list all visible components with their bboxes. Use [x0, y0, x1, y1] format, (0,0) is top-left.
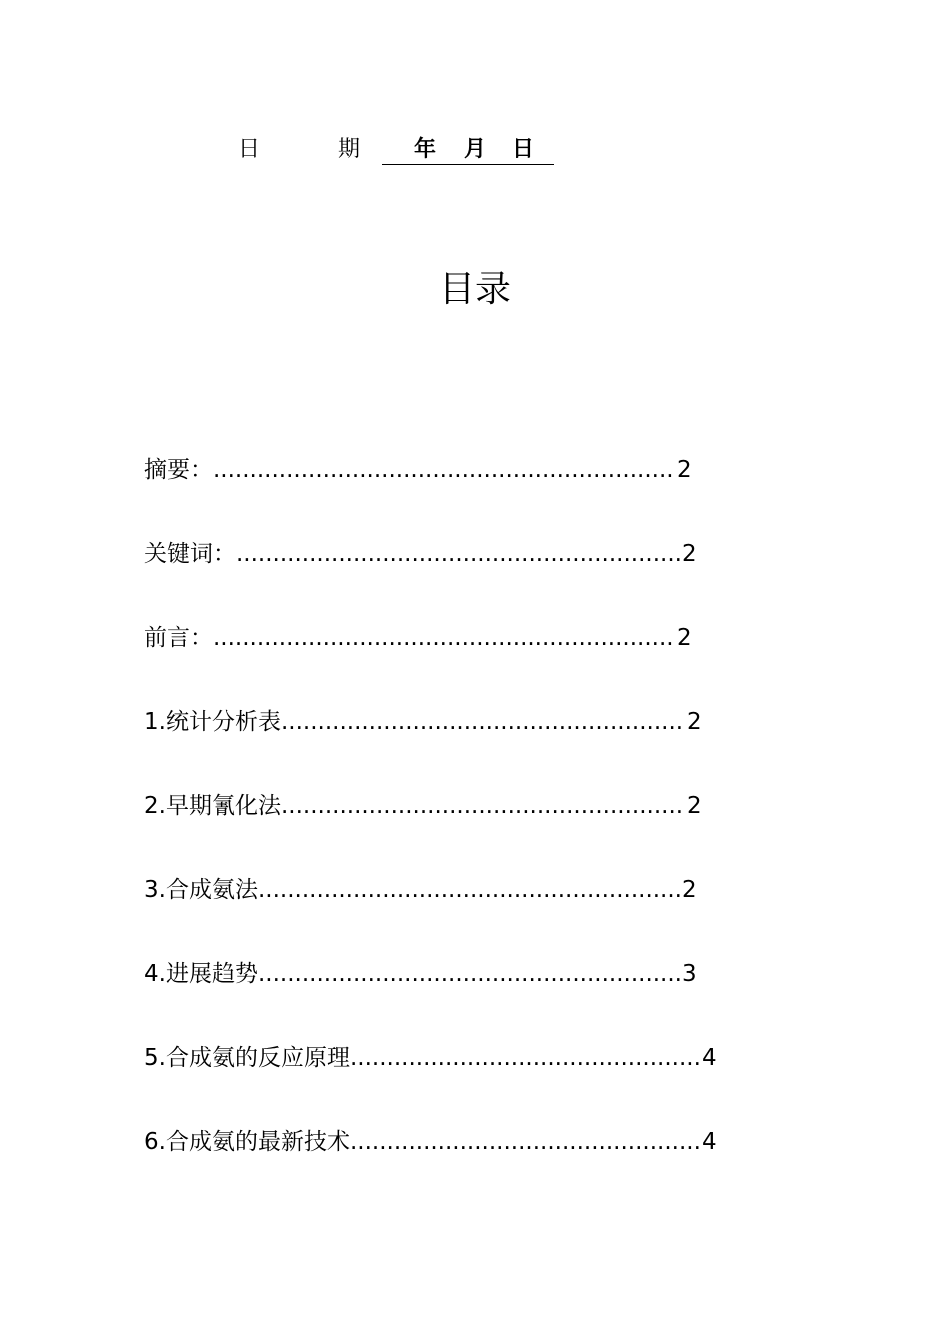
date-label-period-char: 期 [338, 137, 361, 162]
toc-entry-page: 2 [677, 457, 692, 483]
toc-entry [144, 450, 692, 534]
date-row [0, 133, 950, 169]
toc-leader-dots: ....................................................... [280, 793, 684, 819]
toc-entry-page: 2 [681, 877, 697, 903]
toc-leader-dots: .......................................................... [257, 877, 682, 903]
toc-entry-label: 3.合成氨法 [144, 877, 258, 903]
date-month: 月 [464, 137, 487, 162]
toc-entry-page: 2 [686, 709, 702, 735]
toc-entry [144, 702, 702, 786]
toc-entry-page: 2 [682, 541, 697, 567]
toc-entry-label: 前言： [144, 625, 213, 651]
toc-leader-dots: ....................................................... [280, 709, 684, 735]
toc-entry-page: 3 [681, 961, 697, 987]
toc-leader-dots: ................................................ [349, 1129, 701, 1155]
date-label-day-char: 日 [238, 137, 261, 162]
toc-entry [144, 1122, 717, 1206]
toc-leader-dots: ............................................................... [213, 625, 674, 651]
toc-entry [144, 786, 702, 870]
toc-entry-label: 摘要： [144, 457, 213, 483]
date-day: 日 [512, 137, 535, 162]
toc-entry-label: 关键词： [144, 541, 236, 567]
toc-list [144, 450, 784, 1206]
toc-title: 目录 [438, 269, 511, 310]
toc-leader-dots: ................................................ [349, 1045, 701, 1071]
toc-entry-label: 1.统计分析表 [144, 709, 281, 735]
toc-entry [144, 618, 692, 702]
toc-leader-dots: ............................................................. [236, 541, 682, 567]
toc-leader-dots: .......................................................... [257, 961, 682, 987]
date-field [382, 133, 554, 165]
toc-entry-label: 2.早期氰化法 [144, 793, 281, 819]
toc-entry-page: 2 [677, 625, 692, 651]
toc-entry-page: 4 [701, 1129, 717, 1155]
toc-entry-page: 4 [701, 1045, 717, 1071]
toc-entry [144, 870, 697, 954]
toc-entry-label: 6.合成氨的最新技术 [144, 1129, 350, 1155]
toc-entry [144, 534, 697, 618]
date-year: 年 [414, 137, 437, 162]
toc-entry [144, 954, 697, 1038]
toc-leader-dots: ............................................................... [213, 457, 674, 483]
toc-entry [144, 1038, 717, 1122]
toc-entry-label: 5.合成氨的反应原理 [144, 1045, 350, 1071]
toc-entry-label: 4.进展趋势 [144, 961, 258, 987]
toc-entry-page: 2 [686, 793, 702, 819]
